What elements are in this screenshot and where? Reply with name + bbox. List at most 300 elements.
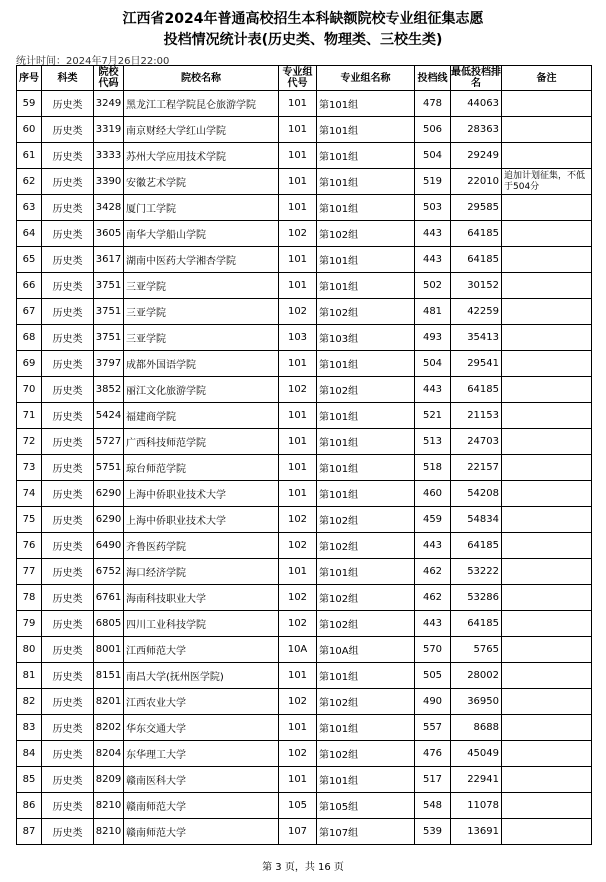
document-title: 江西省2024年普通高校招生本科缺额院校专业组征集志愿: [122, 11, 484, 27]
header-remark: 备注: [502, 66, 592, 91]
cell-score-line: 505: [415, 663, 451, 689]
cell-school-name: 南华大学船山学院: [124, 221, 279, 247]
cell-school-name: 丽江文化旅游学院: [124, 377, 279, 403]
cell-min-rank: 28002: [451, 663, 502, 689]
table-row: [17, 429, 592, 455]
cell-min-rank: 29249: [451, 143, 502, 169]
cell-remark: 追加计划征集，不低于504分: [502, 169, 592, 195]
cell-group-name: 第101组: [317, 559, 415, 585]
cell-group-name: 第101组: [317, 195, 415, 221]
cell-seq: 72: [17, 429, 42, 455]
cell-group-name: 第102组: [317, 377, 415, 403]
cell-group-name: 第101组: [317, 247, 415, 273]
cell-min-rank: 64185: [451, 533, 502, 559]
cell-category: 历史类: [42, 611, 94, 637]
cell-min-rank: 28363: [451, 117, 502, 143]
table-row: [17, 403, 592, 429]
cell-school-name: 上海中侨职业技术大学: [124, 481, 279, 507]
cell-category: 历史类: [42, 403, 94, 429]
cell-min-rank: 13691: [451, 819, 502, 845]
cell-seq: 84: [17, 741, 42, 767]
cell-group-code: 101: [279, 455, 317, 481]
cell-group-name: 第101组: [317, 715, 415, 741]
cell-min-rank: 45049: [451, 741, 502, 767]
cell-school-code: 5424: [94, 403, 124, 429]
cell-group-name: 第105组: [317, 793, 415, 819]
cell-category: 历史类: [42, 195, 94, 221]
cell-school-code: 6290: [94, 481, 124, 507]
cell-min-rank: 29585: [451, 195, 502, 221]
cell-school-name: 广西科技师范学院: [124, 429, 279, 455]
cell-school-name: 厦门工学院: [124, 195, 279, 221]
cell-school-code: 8210: [94, 793, 124, 819]
cell-group-name: 第102组: [317, 533, 415, 559]
table-row: [17, 611, 592, 637]
cell-score-line: 481: [415, 299, 451, 325]
cell-score-line: 490: [415, 689, 451, 715]
cell-group-name: 第101组: [317, 117, 415, 143]
cell-category: 历史类: [42, 819, 94, 845]
cell-group-code: 101: [279, 91, 317, 117]
cell-score-line: 502: [415, 273, 451, 299]
cell-seq: 82: [17, 689, 42, 715]
cell-remark: [502, 299, 592, 325]
cell-school-name: 东华理工大学: [124, 741, 279, 767]
cell-seq: 79: [17, 611, 42, 637]
table-row: [17, 767, 592, 793]
cell-score-line: 503: [415, 195, 451, 221]
cell-group-code: 102: [279, 533, 317, 559]
cell-group-name: 第101组: [317, 767, 415, 793]
cell-remark: [502, 663, 592, 689]
cell-school-code: 3319: [94, 117, 124, 143]
cell-group-code: 105: [279, 793, 317, 819]
cell-group-name: 第101组: [317, 143, 415, 169]
cell-min-rank: 5765: [451, 637, 502, 663]
cell-school-code: 3333: [94, 143, 124, 169]
cell-group-code: 102: [279, 611, 317, 637]
cell-school-code: 8201: [94, 689, 124, 715]
header-school-code: 院校代码: [94, 66, 124, 91]
cell-remark: [502, 429, 592, 455]
cell-category: 历史类: [42, 559, 94, 585]
cell-school-name: 华东交通大学: [124, 715, 279, 741]
table-row: [17, 455, 592, 481]
cell-group-code: 101: [279, 195, 317, 221]
cell-school-name: 三亚学院: [124, 325, 279, 351]
cell-group-code: 101: [279, 351, 317, 377]
cell-seq: 68: [17, 325, 42, 351]
cell-school-name: 福建商学院: [124, 403, 279, 429]
cell-school-name: 上海中侨职业技术大学: [124, 507, 279, 533]
cell-school-name: 苏州大学应用技术学院: [124, 143, 279, 169]
cell-score-line: 557: [415, 715, 451, 741]
cell-school-code: 8204: [94, 741, 124, 767]
cell-school-name: 四川工业科技学院: [124, 611, 279, 637]
table-row: [17, 169, 592, 195]
cell-group-code: 101: [279, 663, 317, 689]
cell-category: 历史类: [42, 767, 94, 793]
table-row: [17, 195, 592, 221]
cell-min-rank: 44063: [451, 91, 502, 117]
cell-score-line: 513: [415, 429, 451, 455]
cell-min-rank: 42259: [451, 299, 502, 325]
cell-school-code: 3852: [94, 377, 124, 403]
cell-remark: [502, 715, 592, 741]
cell-seq: 87: [17, 819, 42, 845]
cell-group-code: 101: [279, 143, 317, 169]
cell-group-name: 第107组: [317, 819, 415, 845]
cell-seq: 75: [17, 507, 42, 533]
table-row: [17, 715, 592, 741]
cell-seq: 67: [17, 299, 42, 325]
cell-group-code: 101: [279, 559, 317, 585]
cell-group-code: 101: [279, 429, 317, 455]
cell-group-code: 102: [279, 299, 317, 325]
cell-seq: 61: [17, 143, 42, 169]
cell-score-line: 460: [415, 481, 451, 507]
cell-score-line: 478: [415, 91, 451, 117]
cell-min-rank: 24703: [451, 429, 502, 455]
cell-seq: 73: [17, 455, 42, 481]
cell-group-code: 10A: [279, 637, 317, 663]
table-row: [17, 325, 592, 351]
cell-school-code: 3390: [94, 169, 124, 195]
cell-score-line: 518: [415, 455, 451, 481]
table-row: [17, 273, 592, 299]
cell-seq: 76: [17, 533, 42, 559]
cell-remark: [502, 351, 592, 377]
cell-min-rank: 30152: [451, 273, 502, 299]
cell-school-name: 成都外国语学院: [124, 351, 279, 377]
cell-remark: [502, 195, 592, 221]
cell-seq: 77: [17, 559, 42, 585]
cell-school-name: 赣南医科大学: [124, 767, 279, 793]
cell-score-line: 462: [415, 585, 451, 611]
cell-remark: [502, 247, 592, 273]
table-row: [17, 91, 592, 117]
cell-school-code: 5751: [94, 455, 124, 481]
table-row: [17, 819, 592, 845]
table-row: [17, 247, 592, 273]
cell-min-rank: 54834: [451, 507, 502, 533]
table-row: [17, 351, 592, 377]
cell-group-name: 第101组: [317, 403, 415, 429]
cell-group-name: 第102组: [317, 299, 415, 325]
cell-seq: 70: [17, 377, 42, 403]
cell-school-name: 黑龙江工程学院昆仑旅游学院: [124, 91, 279, 117]
cell-group-code: 102: [279, 689, 317, 715]
table-header-row: [17, 66, 592, 91]
cell-score-line: 521: [415, 403, 451, 429]
cell-category: 历史类: [42, 689, 94, 715]
cell-category: 历史类: [42, 481, 94, 507]
cell-score-line: 443: [415, 247, 451, 273]
admission-table: [16, 65, 592, 845]
cell-group-code: 103: [279, 325, 317, 351]
cell-seq: 86: [17, 793, 42, 819]
cell-group-name: 第101组: [317, 429, 415, 455]
table-row: [17, 507, 592, 533]
cell-score-line: 443: [415, 611, 451, 637]
header-group-name: 专业组名称: [317, 66, 415, 91]
cell-remark: [502, 403, 592, 429]
cell-category: 历史类: [42, 741, 94, 767]
table-row: [17, 481, 592, 507]
cell-score-line: 443: [415, 221, 451, 247]
cell-min-rank: 64185: [451, 221, 502, 247]
cell-seq: 66: [17, 273, 42, 299]
cell-seq: 65: [17, 247, 42, 273]
cell-school-code: 3751: [94, 299, 124, 325]
cell-score-line: 519: [415, 169, 451, 195]
cell-category: 历史类: [42, 117, 94, 143]
cell-group-name: 第101组: [317, 273, 415, 299]
cell-min-rank: 64185: [451, 611, 502, 637]
cell-category: 历史类: [42, 377, 94, 403]
header-category: 科类: [42, 66, 94, 91]
cell-seq: 85: [17, 767, 42, 793]
cell-school-code: 3617: [94, 247, 124, 273]
cell-remark: [502, 533, 592, 559]
cell-score-line: 443: [415, 377, 451, 403]
cell-min-rank: 36950: [451, 689, 502, 715]
cell-school-code: 3249: [94, 91, 124, 117]
cell-school-code: 6490: [94, 533, 124, 559]
cell-seq: 69: [17, 351, 42, 377]
cell-school-code: 8001: [94, 637, 124, 663]
cell-remark: [502, 325, 592, 351]
cell-school-code: 3751: [94, 273, 124, 299]
cell-school-code: 3797: [94, 351, 124, 377]
header-score-line: 投档线: [415, 66, 451, 91]
table-row: [17, 221, 592, 247]
cell-group-code: 102: [279, 377, 317, 403]
cell-category: 历史类: [42, 143, 94, 169]
cell-school-code: 6805: [94, 611, 124, 637]
cell-category: 历史类: [42, 663, 94, 689]
cell-group-name: 第101组: [317, 481, 415, 507]
cell-min-rank: 64185: [451, 377, 502, 403]
cell-school-name: 赣南师范大学: [124, 793, 279, 819]
cell-group-name: 第101组: [317, 663, 415, 689]
cell-category: 历史类: [42, 455, 94, 481]
table-row: [17, 143, 592, 169]
table-row: [17, 793, 592, 819]
cell-school-code: 8151: [94, 663, 124, 689]
table-row: [17, 741, 592, 767]
cell-group-code: 101: [279, 169, 317, 195]
cell-remark: [502, 585, 592, 611]
cell-min-rank: 21153: [451, 403, 502, 429]
cell-score-line: 517: [415, 767, 451, 793]
cell-min-rank: 22941: [451, 767, 502, 793]
cell-score-line: 443: [415, 533, 451, 559]
cell-category: 历史类: [42, 429, 94, 455]
cell-remark: [502, 559, 592, 585]
cell-score-line: 570: [415, 637, 451, 663]
table-row: [17, 585, 592, 611]
cell-school-name: 南京财经大学红山学院: [124, 117, 279, 143]
cell-seq: 80: [17, 637, 42, 663]
cell-group-code: 101: [279, 715, 317, 741]
cell-school-code: 8209: [94, 767, 124, 793]
cell-school-name: 安徽艺术学院: [124, 169, 279, 195]
cell-school-name: 赣南师范大学: [124, 819, 279, 845]
cell-remark: [502, 767, 592, 793]
cell-remark: [502, 91, 592, 117]
cell-category: 历史类: [42, 793, 94, 819]
cell-remark: [502, 637, 592, 663]
cell-school-name: 齐鲁医药学院: [124, 533, 279, 559]
cell-min-rank: 8688: [451, 715, 502, 741]
cell-score-line: 539: [415, 819, 451, 845]
cell-group-name: 第102组: [317, 507, 415, 533]
table-row: [17, 689, 592, 715]
cell-school-name: 琼台师范学院: [124, 455, 279, 481]
cell-category: 历史类: [42, 169, 94, 195]
cell-score-line: 459: [415, 507, 451, 533]
cell-min-rank: 53222: [451, 559, 502, 585]
cell-min-rank: 22010: [451, 169, 502, 195]
cell-school-name: 江西师范大学: [124, 637, 279, 663]
document-subtitle: 投档情况统计表(历史类、物理类、三校生类): [163, 32, 443, 48]
cell-remark: [502, 689, 592, 715]
cell-group-code: 102: [279, 507, 317, 533]
cell-remark: [502, 143, 592, 169]
header-school-name: 院校名称: [124, 66, 279, 91]
cell-group-code: 101: [279, 403, 317, 429]
table-row: [17, 299, 592, 325]
cell-group-code: 101: [279, 117, 317, 143]
cell-seq: 81: [17, 663, 42, 689]
cell-group-code: 102: [279, 585, 317, 611]
cell-school-name: 海口经济学院: [124, 559, 279, 585]
cell-group-code: 101: [279, 247, 317, 273]
table-row: [17, 377, 592, 403]
cell-remark: [502, 793, 592, 819]
table-row: [17, 117, 592, 143]
page-footer: 第 3 页，共 16 页: [262, 862, 344, 873]
table-row: [17, 663, 592, 689]
cell-group-name: 第101组: [317, 91, 415, 117]
cell-category: 历史类: [42, 299, 94, 325]
cell-school-code: 8210: [94, 819, 124, 845]
header-group-code: 专业组代号: [279, 66, 317, 91]
cell-seq: 78: [17, 585, 42, 611]
cell-school-name: 海南科技职业大学: [124, 585, 279, 611]
cell-group-code: 107: [279, 819, 317, 845]
cell-group-name: 第102组: [317, 221, 415, 247]
cell-remark: [502, 611, 592, 637]
cell-remark: [502, 455, 592, 481]
cell-seq: 71: [17, 403, 42, 429]
cell-group-code: 102: [279, 221, 317, 247]
cell-min-rank: 53286: [451, 585, 502, 611]
cell-school-code: 8202: [94, 715, 124, 741]
cell-score-line: 504: [415, 143, 451, 169]
cell-group-name: 第102组: [317, 741, 415, 767]
cell-score-line: 476: [415, 741, 451, 767]
table-row: [17, 637, 592, 663]
cell-min-rank: 64185: [451, 247, 502, 273]
cell-school-code: 6290: [94, 507, 124, 533]
cell-remark: [502, 741, 592, 767]
cell-seq: 74: [17, 481, 42, 507]
table-row: [17, 559, 592, 585]
cell-school-name: 三亚学院: [124, 299, 279, 325]
cell-group-name: 第10A组: [317, 637, 415, 663]
cell-remark: [502, 221, 592, 247]
cell-category: 历史类: [42, 533, 94, 559]
cell-seq: 59: [17, 91, 42, 117]
cell-seq: 60: [17, 117, 42, 143]
cell-score-line: 493: [415, 325, 451, 351]
cell-school-code: 6761: [94, 585, 124, 611]
cell-seq: 63: [17, 195, 42, 221]
cell-category: 历史类: [42, 91, 94, 117]
cell-category: 历史类: [42, 637, 94, 663]
header-min-rank: 最低投档排名: [451, 67, 501, 89]
cell-remark: [502, 117, 592, 143]
statistics-time: 统计时间：2024年7月26日22:00: [16, 56, 170, 67]
cell-school-name: 湖南中医药大学湘杏学院: [124, 247, 279, 273]
cell-school-code: 3751: [94, 325, 124, 351]
cell-school-code: 3428: [94, 195, 124, 221]
cell-school-name: 江西农业大学: [124, 689, 279, 715]
cell-category: 历史类: [42, 325, 94, 351]
table-row: [17, 533, 592, 559]
cell-group-name: 第102组: [317, 611, 415, 637]
cell-min-rank: 54208: [451, 481, 502, 507]
cell-group-name: 第102组: [317, 689, 415, 715]
cell-score-line: 506: [415, 117, 451, 143]
cell-category: 历史类: [42, 507, 94, 533]
cell-seq: 64: [17, 221, 42, 247]
cell-group-name: 第101组: [317, 351, 415, 377]
cell-category: 历史类: [42, 585, 94, 611]
header-seq: 序号: [17, 66, 42, 91]
cell-score-line: 462: [415, 559, 451, 585]
cell-remark: [502, 481, 592, 507]
cell-school-code: 6752: [94, 559, 124, 585]
cell-category: 历史类: [42, 247, 94, 273]
cell-category: 历史类: [42, 273, 94, 299]
cell-remark: [502, 507, 592, 533]
cell-group-code: 101: [279, 273, 317, 299]
cell-min-rank: 35413: [451, 325, 502, 351]
cell-school-code: 5727: [94, 429, 124, 455]
cell-min-rank: 29541: [451, 351, 502, 377]
cell-seq: 83: [17, 715, 42, 741]
cell-min-rank: 22157: [451, 455, 502, 481]
cell-seq: 62: [17, 169, 42, 195]
cell-remark: [502, 819, 592, 845]
cell-school-name: 三亚学院: [124, 273, 279, 299]
cell-group-name: 第102组: [317, 585, 415, 611]
cell-category: 历史类: [42, 351, 94, 377]
cell-school-code: 3605: [94, 221, 124, 247]
cell-score-line: 548: [415, 793, 451, 819]
cell-category: 历史类: [42, 221, 94, 247]
cell-remark: [502, 377, 592, 403]
cell-group-code: 102: [279, 741, 317, 767]
cell-group-code: 101: [279, 767, 317, 793]
cell-group-name: 第103组: [317, 325, 415, 351]
cell-category: 历史类: [42, 715, 94, 741]
cell-group-name: 第101组: [317, 455, 415, 481]
cell-school-name: 南昌大学(抚州医学院): [124, 663, 279, 689]
